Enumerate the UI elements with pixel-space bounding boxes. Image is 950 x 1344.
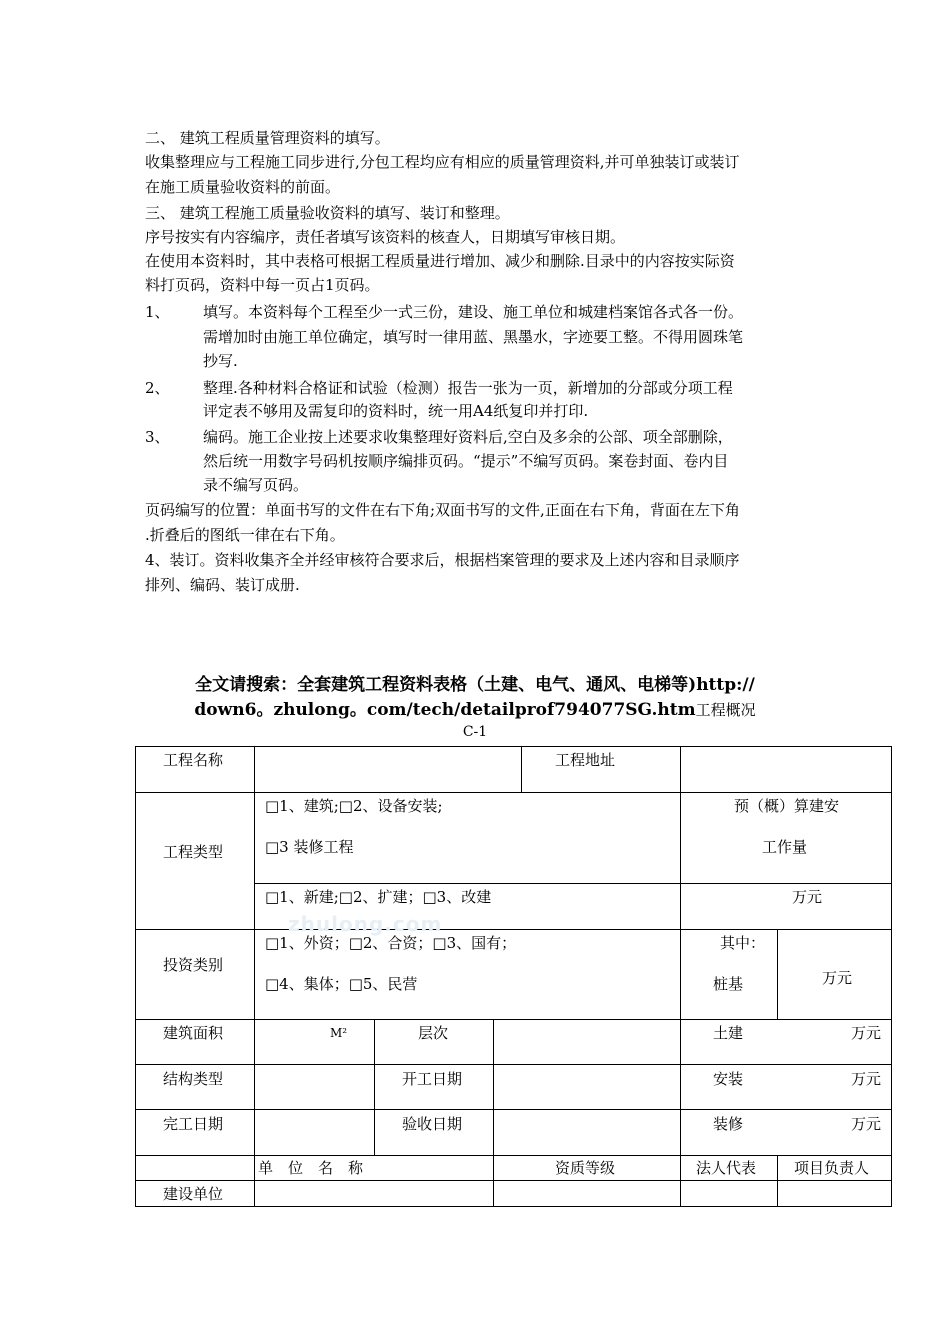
paragraph-line: 在施工质量验收资料的前面。 bbox=[145, 178, 341, 196]
label-project-name: 工程名称 bbox=[163, 751, 224, 769]
unit-wanyuan: 万元 bbox=[851, 1024, 882, 1042]
item-text: 填写。本资料每个工程至少一式三份，建设、施工单位和城建档案馆各式各一份。 bbox=[203, 303, 744, 321]
label-workload: 工作量 bbox=[762, 838, 808, 856]
investment-options-2: □4、集体；□5、民营 bbox=[265, 975, 418, 993]
item-number: 3、 bbox=[145, 428, 170, 446]
label-finish-date: 完工日期 bbox=[163, 1115, 224, 1133]
header-unit-name: 单 位 名 称 bbox=[258, 1159, 364, 1177]
label-project-address: 工程地址 bbox=[555, 751, 616, 769]
paragraph-line: 序号按实有内容编序，责任者填写该资料的核查人，日期填写审核日期。 bbox=[145, 228, 626, 246]
form-code: C-1 bbox=[462, 724, 488, 740]
label-building-area: 建筑面积 bbox=[163, 1024, 224, 1042]
label-structure-type: 结构类型 bbox=[163, 1070, 224, 1088]
item-text: 评定表不够用及需复印的资料时，统一用A4纸复印并打印. bbox=[203, 402, 589, 420]
item-text: 编码。施工企业按上述要求收集整理好资料后,空白及多余的公部、项全部删除， bbox=[203, 428, 733, 446]
section-two-heading: 二、 建筑工程质量管理资料的填写。 bbox=[145, 129, 390, 147]
label-installation: 安装 bbox=[713, 1070, 744, 1088]
label-investment-type: 投资类别 bbox=[163, 956, 224, 974]
header-project-lead: 项目负责人 bbox=[794, 1159, 870, 1177]
unit-wanyuan: 万元 bbox=[792, 888, 823, 906]
item-text: 需增加时由施工单位确定，填写时一律用蓝、黑墨水，字迹要工整。不得用圆珠笔 bbox=[203, 328, 744, 346]
unit-square-meter: M² bbox=[330, 1026, 348, 1040]
item-text: 抄写. bbox=[203, 352, 238, 370]
paragraph-line: 收集整理应与工程施工同步进行,分包工程均应有相应的质量管理资料,并可单独装订或装订 bbox=[145, 153, 740, 171]
paragraph-line: 料打页码，资料中每一页占1页码。 bbox=[145, 276, 380, 294]
header-qualification: 资质等级 bbox=[555, 1159, 616, 1177]
form-title: 工程概况 bbox=[695, 701, 756, 719]
item-number: 1、 bbox=[145, 303, 170, 321]
investment-options-1: □1、外资；□2、合资；□3、国有； bbox=[265, 934, 517, 952]
watermark-text: zhulong.com bbox=[288, 912, 443, 936]
item-number: 2、 bbox=[145, 379, 170, 397]
search-banner-url: down6。zhulong。com/tech/detailprof794077SG.htm bbox=[194, 700, 696, 720]
label-civil: 土建 bbox=[713, 1024, 744, 1042]
paragraph-line: 页码编写的位置：单面书写的文件在右下角;双面书写的文件,正面在右下角，背面在左下角 bbox=[145, 501, 740, 519]
label-budget: 预（概）算建安 bbox=[734, 797, 840, 815]
construction-options: □1、新建;□2、扩建；□3、改建 bbox=[265, 888, 492, 906]
search-banner-line1: 全文请搜索：全套建筑工程资料表格（土建、电气、通风、电梯等)http:// bbox=[195, 675, 755, 695]
item-text: 整理.各种材料合格证和试验（检测）报告一张为一页，新增加的分部或分项工程 bbox=[203, 379, 733, 397]
label-pile-foundation: 桩基 bbox=[713, 975, 744, 993]
label-start-date: 开工日期 bbox=[402, 1070, 463, 1088]
paragraph-line: .折叠后的图纸一律在右下角。 bbox=[145, 526, 345, 544]
project-type-options-2: □3 装修工程 bbox=[265, 838, 354, 856]
label-project-type: 工程类型 bbox=[163, 843, 224, 861]
paragraph-line: 4、装订。资料收集齐全并经审核符合要求后，根据档案管理的要求及上述内容和目录顺序 bbox=[145, 551, 740, 569]
project-type-options-1: □1、建筑;□2、设备安装; bbox=[265, 797, 443, 815]
unit-wanyuan: 万元 bbox=[851, 1115, 882, 1133]
item-text: 然后统一用数字号码机按顺序编排页码。“提示”不编写页码。案卷封面、卷内目 bbox=[203, 452, 729, 470]
unit-wanyuan: 万元 bbox=[822, 969, 853, 987]
section-three-heading: 三、 建筑工程施工质量验收资料的填写、装订和整理。 bbox=[145, 204, 510, 222]
label-acceptance-date: 验收日期 bbox=[402, 1115, 463, 1133]
label-of-which: 其中： bbox=[720, 934, 766, 952]
item-text: 录不编写页码。 bbox=[203, 476, 309, 494]
paragraph-line: 在使用本资料时，其中表格可根据工程质量进行增加、减少和删除.目录中的内容按实际资 bbox=[145, 252, 735, 270]
label-floors: 层次 bbox=[418, 1024, 449, 1042]
header-legal-rep: 法人代表 bbox=[696, 1159, 757, 1177]
label-decoration: 装修 bbox=[713, 1115, 744, 1133]
unit-wanyuan: 万元 bbox=[851, 1070, 882, 1088]
label-construction-unit: 建设单位 bbox=[163, 1185, 224, 1203]
paragraph-line: 排列、编码、装订成册. bbox=[145, 576, 300, 594]
